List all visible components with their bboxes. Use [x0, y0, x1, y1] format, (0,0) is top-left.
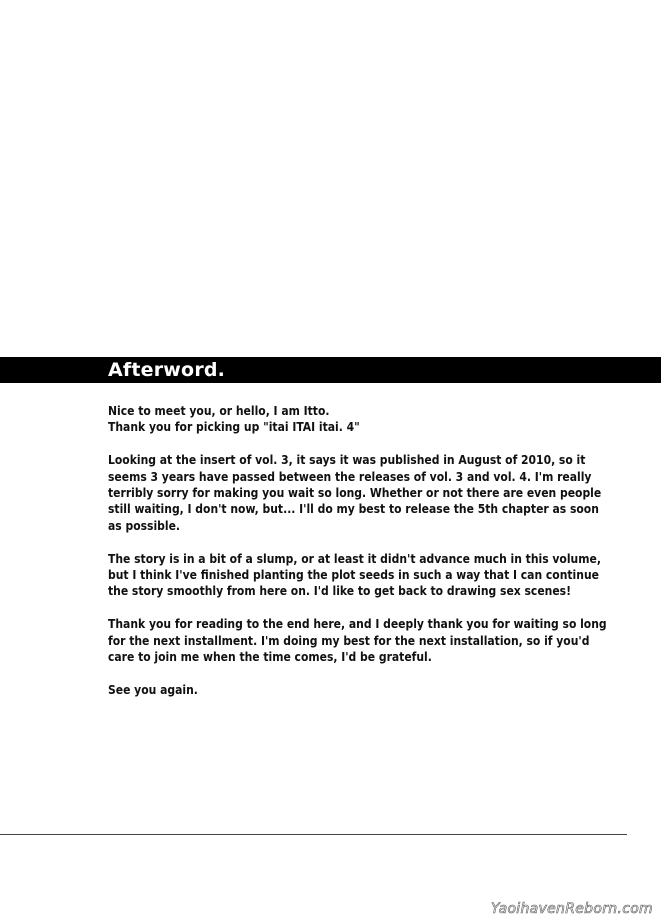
text-line: See you again. — [108, 682, 198, 697]
text-line: the story smoothly from here on. I'd like to get back to drawing sex scenes! — [108, 584, 572, 599]
text-line: for the next installment. I'm doing my best for the next installation, so if you'd — [108, 633, 590, 648]
text-line: The story is in a bit of a slump, or at least it didn't advance much in this volume, — [108, 551, 601, 566]
text-line: seems 3 years have passed between the releases of vol. 3 and vol. 4. I'm really — [108, 469, 592, 484]
text-line: still waiting, I don't now, but... I'll do my best to release the 5th chapter as soon — [108, 502, 599, 517]
text-line: Thank you for reading to the end here, and I deeply thank you for waiting so long — [108, 617, 607, 632]
text-line: Thank you for picking up "itai ITAI itai. 4" — [108, 420, 360, 435]
paragraph-signoff — [108, 682, 628, 698]
afterword-title-bar — [0, 357, 661, 383]
text-line: terribly sorry for making you wait so long. Whether or not there are even people — [108, 486, 602, 501]
watermark-logo: YaoihavenReborn.com — [491, 901, 653, 917]
page-title: Afterword. — [108, 359, 226, 381]
text-line: as possible. — [108, 518, 181, 533]
text-line: care to join me when the time comes, I'd be grateful. — [108, 650, 432, 665]
paragraph-story-status — [108, 551, 628, 600]
text-line: Nice to meet you, or hello, I am Itto. — [108, 404, 330, 418]
paragraph-release-delay — [108, 452, 628, 534]
afterword-body — [108, 403, 628, 715]
text-line: Looking at the insert of vol. 3, it says it was published in August of 2010, so it — [108, 453, 586, 468]
text-line: but I think I've finished planting the plot seeds in such a way that I can continue — [108, 568, 599, 583]
footer-divider — [0, 834, 627, 835]
paragraph-thanks — [108, 616, 628, 665]
paragraph-greeting — [108, 403, 628, 436]
